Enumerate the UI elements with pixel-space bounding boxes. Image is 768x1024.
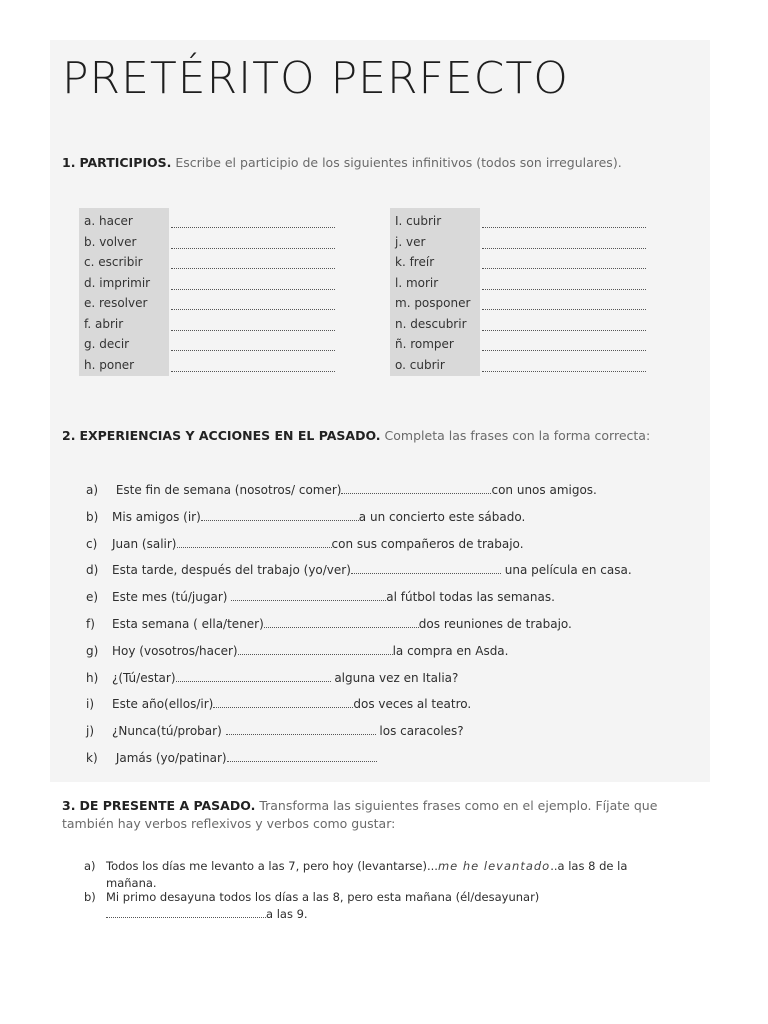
item-prompt: Juan (salir)	[112, 536, 177, 551]
item-prompt: Mis amigos (ir)	[112, 509, 201, 524]
item-prompt: Jamás (yo/patinar)	[112, 751, 227, 765]
participle-row	[79, 311, 335, 331]
item-prompt: Este año(ellos/ir)	[112, 697, 214, 712]
item-continuation: ..a las 8 de la mañana.	[106, 859, 628, 890]
answer-blank[interactable]	[227, 751, 377, 762]
item-letter: k)	[86, 751, 98, 765]
item-letter: f)	[86, 617, 95, 631]
section-number: 3.	[62, 798, 76, 813]
item-text	[106, 858, 666, 892]
participle-row	[79, 290, 335, 310]
item-prompt: Hoy (vosotros/hacer)	[112, 643, 238, 658]
item-letter: h)	[86, 670, 99, 685]
participle-row	[79, 229, 335, 249]
section-keyword: EXPERIENCIAS Y ACCIONES EN EL PASADO.	[79, 428, 381, 443]
participle-infinitive: I. cubrir	[395, 214, 442, 228]
section-instruction: Transforma las siguientes frases como en el ejemplo. Fíjate que también hay verbos reflexivos y verbos como gustar:	[62, 798, 658, 831]
participle-answer-blank[interactable]	[171, 256, 335, 269]
section-keyword: DE PRESENTE A PASADO.	[79, 798, 256, 813]
participle-answer-blank[interactable]	[482, 215, 646, 228]
item-continuation: al fútbol todas las semanas.	[386, 590, 555, 605]
participle-answer-blank[interactable]	[482, 359, 646, 372]
item-letter: c)	[86, 536, 98, 551]
item-letter: i)	[86, 697, 95, 712]
exercise-item	[86, 562, 632, 578]
exercise-item	[86, 696, 471, 712]
section-1-heading	[62, 154, 622, 172]
item-continuation: con sus compañeros de trabajo.	[331, 536, 524, 551]
participle-infinitive: o. cubrir	[395, 357, 445, 372]
participle-answer-blank[interactable]	[171, 236, 335, 249]
item-continuation: los caracoles?	[375, 724, 464, 739]
participle-answer-blank[interactable]	[482, 338, 646, 351]
participle-infinitive: a. hacer	[84, 214, 133, 228]
item-letter: g)	[86, 643, 99, 658]
participle-row	[390, 229, 646, 249]
answer-blank[interactable]	[231, 590, 386, 601]
participle-row	[79, 352, 335, 372]
participle-answer-blank[interactable]	[171, 277, 335, 290]
exercise-item	[84, 858, 666, 892]
item-continuation: dos veces al teatro.	[353, 697, 472, 712]
participle-row	[390, 352, 646, 372]
exercise-item	[86, 750, 377, 766]
participle-answer-blank[interactable]	[482, 297, 646, 310]
section-instruction: Escribe el participio de los siguientes infinitivos (todos son irregulares).	[175, 155, 622, 170]
participle-infinitive: b. volver	[84, 234, 137, 249]
exercise-item	[86, 723, 464, 739]
participle-infinitive: ñ. romper	[395, 337, 454, 351]
participle-row	[79, 331, 335, 351]
handwritten-answer: me he levantado	[437, 859, 551, 873]
answer-blank[interactable]	[351, 563, 501, 574]
item-continuation: la compra en Asda.	[392, 643, 509, 658]
participle-row	[390, 208, 646, 228]
item-text	[106, 889, 666, 923]
item-letter: a)	[84, 859, 96, 873]
exercise-item	[86, 482, 597, 498]
participle-infinitive: k. freír	[395, 255, 435, 269]
exercise-item	[86, 616, 572, 632]
answer-blank[interactable]	[264, 617, 419, 628]
participle-answer-blank[interactable]	[171, 297, 335, 310]
exercise-item	[84, 889, 666, 923]
answer-blank[interactable]	[106, 907, 266, 918]
item-letter: b)	[86, 509, 99, 524]
item-letter: b)	[84, 890, 96, 904]
item-prompt: ¿Nunca(tú/probar)	[112, 724, 226, 739]
item-letter: d)	[86, 563, 99, 578]
participle-infinitive: j. ver	[395, 234, 426, 249]
participle-row	[390, 290, 646, 310]
item-continuation: dos reuniones de trabajo.	[418, 617, 572, 631]
participle-answer-blank[interactable]	[171, 338, 335, 351]
item-prompt: Este mes (tú/jugar)	[112, 590, 232, 605]
item-prompt: Todos los días me levanto a las 7, pero hoy (levantarse)...	[106, 859, 438, 873]
participle-answer-blank[interactable]	[171, 215, 335, 228]
exercise-item	[86, 589, 555, 605]
exercise-item	[86, 643, 508, 659]
item-letter: e)	[86, 590, 99, 605]
participle-row	[79, 208, 335, 228]
section-number: 1.	[62, 155, 76, 170]
participle-infinitive: h. poner	[84, 357, 135, 372]
answer-blank[interactable]	[341, 483, 491, 494]
answer-blank[interactable]	[176, 671, 331, 682]
section-instruction: Completa las frases con la forma correcta:	[384, 428, 651, 443]
item-continuation: a un concierto este sábado.	[358, 509, 526, 524]
item-continuation: con unos amigos.	[491, 483, 597, 497]
item-prompt: Esta tarde, después del trabajo (yo/ver)	[112, 563, 351, 578]
exercise-item	[86, 509, 525, 525]
section-2-heading	[62, 427, 650, 445]
item-letter: j)	[86, 724, 95, 739]
item-prompt: Esta semana ( ella/tener)	[112, 617, 264, 631]
participle-row	[390, 311, 646, 331]
item-prompt: Mi primo desayuna todos los días a las 8, pero esta mañana (él/desayunar)	[106, 890, 540, 904]
participle-infinitive: d. imprimir	[84, 275, 151, 290]
answer-blank[interactable]	[238, 644, 393, 655]
page-title: PRETÉRITO PERFECTO	[62, 53, 569, 104]
section-number: 2.	[62, 428, 76, 443]
exercise-item	[86, 670, 458, 686]
answer-blank[interactable]	[226, 724, 376, 735]
item-letter: a)	[86, 483, 99, 497]
participle-row	[79, 249, 335, 269]
participle-answer-blank[interactable]	[482, 256, 646, 269]
item-prompt: ¿(Tú/estar)	[112, 670, 176, 685]
exercise-item	[86, 536, 524, 552]
participle-infinitive: f. abrir	[84, 316, 124, 331]
participle-row	[390, 249, 646, 269]
participle-answer-blank[interactable]	[482, 318, 646, 331]
participle-infinitive: l. morir	[395, 275, 439, 290]
item-prompt: Este fin de semana (nosotros/ comer)	[112, 483, 342, 497]
answer-blank[interactable]	[201, 510, 359, 521]
participle-answer-blank[interactable]	[482, 277, 646, 290]
participle-answer-blank[interactable]	[171, 318, 335, 331]
item-continuation: alguna vez en Italia?	[330, 670, 459, 685]
section-3-heading	[62, 797, 682, 833]
participle-infinitive: c. escribir	[84, 255, 143, 269]
item-continuation: a las 9.	[266, 907, 308, 921]
section-keyword: PARTICIPIOS.	[79, 155, 172, 170]
participle-row	[79, 270, 335, 290]
answer-blank[interactable]	[177, 537, 332, 548]
item-continuation: una película en casa.	[500, 563, 632, 578]
answer-blank[interactable]	[213, 697, 353, 708]
participle-infinitive: n. descubrir	[395, 316, 467, 331]
participle-row	[390, 331, 646, 351]
participle-answer-blank[interactable]	[482, 236, 646, 249]
participle-infinitive: g. decir	[84, 337, 130, 351]
participle-infinitive: e. resolver	[84, 296, 148, 310]
participle-row	[390, 270, 646, 290]
participle-answer-blank[interactable]	[171, 359, 335, 372]
participle-infinitive: m. posponer	[395, 296, 471, 310]
